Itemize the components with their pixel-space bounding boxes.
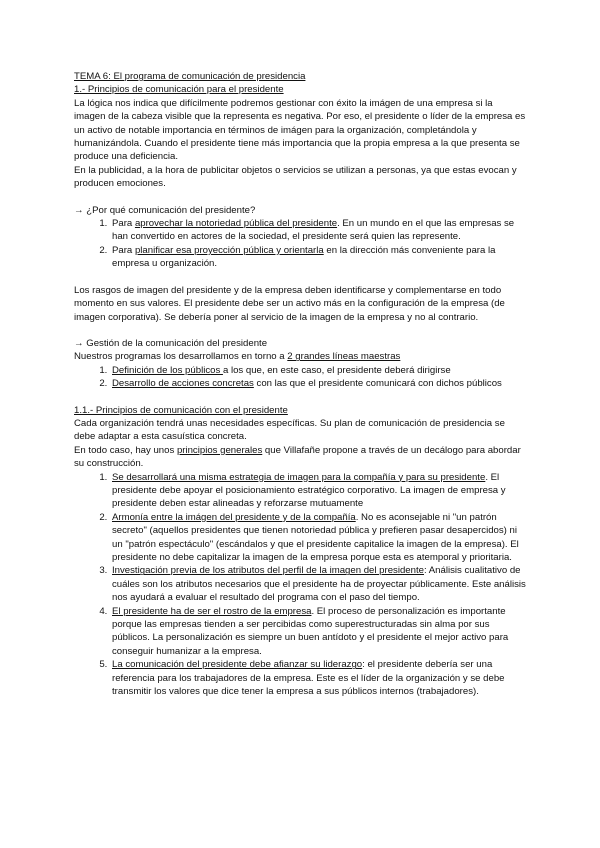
list-item: 1. Se desarrollará una misma estrategia de imagen para la compañía y para su presidente. El presidente debe apoyar el posicionamiento estratégico corporativo. La imagen de empresa y presidente deben estar alineadas y reforzarse mutuamente <box>110 471 526 511</box>
principles-list <box>74 471 526 699</box>
why-paragraph: Los rasgos de imagen del presidente y de la empresa deben identificarse y complementarse en todo momento en sus valores. El presidente debe ser un activo más en la configuración de la empresa (de imagen corporativa). Se debería poner al servicio de la imagen de la empresa y no al contrario. <box>74 284 505 323</box>
section-1-1-paragraph-2: En todo caso, hay unos principios generales que Villafañe propone a través de un decálogo para abordar su construcción. <box>74 444 521 470</box>
section-1-1-paragraph-1: Cada organización tendrá unas necesidades específicas. Su plan de comunicación de presidencia se debe adaptar a esta casuística concreta. <box>74 417 505 443</box>
why-heading: → ¿Por qué comunicación del presidente? <box>74 204 256 216</box>
gestion-intro: Nuestros programas los desarrollamos en torno a 2 grandes líneas maestras <box>74 351 401 363</box>
list-item: 2. Armonía entre la imágen del presidente y de la compañía. No es aconsejable ni "un patrón secreto" (aquellos presidentes que tienen notoriedad pública y prefieren pasar desapercidos) ni un "patrón espectáculo" (escándalos y que el presidente capitalice la imagen de la empresa). El presidente no debe capitalizar la imagen de la empresa porque esta es atemporal y prioritaria. <box>110 511 526 565</box>
list-item: 1. Para aprovechar la notoriedad pública del presidente. En un mundo en el que las empresas se han convertido en actores de la sociedad, el presidente será quien las represente. <box>110 217 526 244</box>
document-body <box>74 70 526 698</box>
list-item: 3. Investigación previa de los atributos del perfil de la imagen del presidente: Análisis cualitativo de cuáles son los atributos necesarios que el presidente ha de proyectar públicamente. Este análisis nos ayudará a evaluar el resultado del programa con el paso del tiempo. <box>110 564 526 604</box>
list-item: 5. La comunicación del presidente debe afianzar su liderazgo: el presidente debería ser una referencia para los trabajadores de la empresa. Este es el líder de la organización y se debe transmitir los valores que dice tener la empresa a sus públicos internos (trabajadores). <box>110 658 526 698</box>
section-1-1-heading: 1.1.- Principios de comunicación con el presidente <box>74 404 288 416</box>
section-1-paragraph-1: La lógica nos indica que difícilmente podremos gestionar con éxito la imágen de una empresa si la imagen de la cabeza visible que la representa es negativa. Por eso, el presidente o líder de la empresa es un activo de notable importancia en términos de imágen para la organización, completándola y humanizándola. Cuando el presidente tiene más importancia que la propia empresa a la que presenta se produce una deficiencia. <box>74 97 526 163</box>
list-item: 2. Desarrollo de acciones concretas con las que el presidente comunicará con dichos públicos <box>110 377 526 390</box>
list-item: 4. El presidente ha de ser el rostro de la empresa. El proceso de personalización es importante porque las empresas tienden a ser percibidas como superestructuradas sin alma por sus públicos. La personalización es siempre un buen antídoto y el presidente el mejor activo para conseguir humanizar a la empresa. <box>110 605 526 659</box>
gestion-list <box>74 364 526 391</box>
list-item: 1. Definición de los públicos a los que, en este caso, el presidente deberá dirigirse <box>110 364 526 377</box>
section-1-heading: 1.- Principios de comunicación para el presidente <box>74 84 284 96</box>
section-1-paragraph-2: En la publicidad, a la hora de publicitar objetos o servicios se utilizan a personas, ya que estas evocan y producen emociones. <box>74 164 517 190</box>
list-item: 2. Para planificar esa proyección pública y orientarla en la dirección más conveniente para la empresa u organización. <box>110 244 526 271</box>
document-title: TEMA 6: El programa de comunicación de presidencia <box>74 71 306 82</box>
why-list <box>74 217 526 271</box>
gestion-heading: → Gestión de la comunicación del presidente <box>74 337 268 349</box>
